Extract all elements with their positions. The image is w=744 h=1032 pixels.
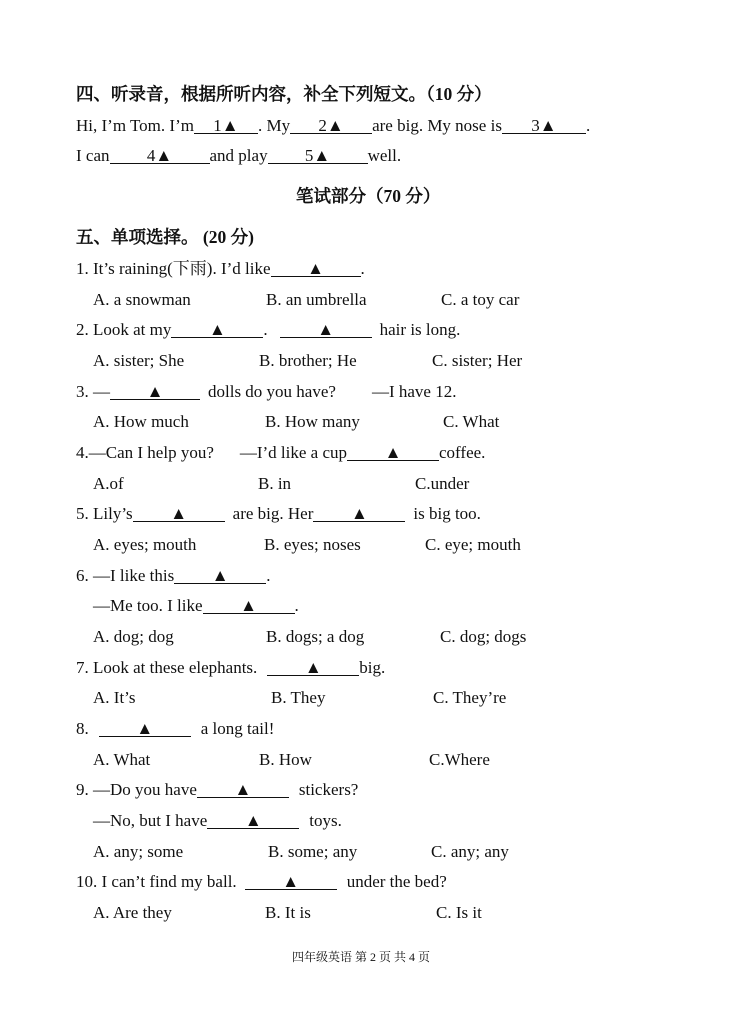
page-footer: 四年级英语 第 2 页 共 4 页 (292, 950, 431, 964)
answer-blank[interactable]: ▲ (110, 384, 200, 400)
option-a: A. How much (93, 412, 189, 431)
option-a: A. any; some (93, 842, 184, 861)
answer-blank[interactable]: ▲ (174, 568, 266, 584)
option-c: C. a toy car (441, 290, 520, 309)
option-c: C. any; any (431, 842, 509, 861)
option-a: A. a snowman (93, 290, 191, 309)
option-b: B. brother; He (259, 351, 357, 370)
option-b: B. in (258, 474, 292, 493)
question-8: 8. ▲ a long tail! (76, 719, 275, 738)
question-10: 10. I can’t find my ball. ▲ under the bed? (76, 872, 447, 891)
option-a: A. eyes; mouth (93, 535, 197, 554)
option-a: A. It’s (93, 688, 136, 707)
option-b: B. They (271, 688, 326, 707)
question-5: 5. Lily’s ▲ are big. Her ▲ is big too. (76, 504, 481, 523)
option-a: A. What (93, 750, 151, 769)
option-b: B. How many (265, 412, 360, 431)
option-c: C. They’re (433, 688, 507, 707)
question-4: 4.—Can I help you? —I’d like a cup ▲ coffee. (76, 443, 486, 462)
option-b: B. eyes; noses (264, 535, 361, 554)
question-3: 3. — ▲ dolls do you have? —I have 12. (76, 382, 457, 401)
option-c: C.Where (429, 750, 490, 769)
option-c: C.under (415, 474, 470, 493)
option-b: B. an umbrella (266, 290, 367, 309)
blank-3[interactable]: 3▲ (502, 118, 586, 134)
blank-1[interactable]: 1▲ (194, 118, 258, 134)
answer-blank[interactable]: ▲ (133, 506, 225, 522)
option-c: C. Is it (436, 903, 482, 922)
answer-blank[interactable]: ▲ (347, 445, 439, 461)
option-c: C. sister; Her (432, 351, 523, 370)
question-1: 1. It’s raining(下雨). I’d like ▲ . (76, 259, 365, 278)
question-7: 7. Look at these elephants. ▲ big. (76, 658, 386, 677)
option-c: C. What (443, 412, 500, 431)
question-2: 2. Look at my ▲ . ▲ hair is long. (76, 320, 461, 339)
option-c: C. eye; mouth (425, 535, 521, 554)
answer-blank[interactable]: ▲ (271, 261, 361, 277)
answer-blank[interactable]: ▲ (171, 322, 263, 338)
section4-line2: I can 4▲ and play 5▲ well. (76, 146, 402, 165)
section4-line1: Hi, I’m Tom. I’m 1▲ . My 2▲ are big. My nose is 3▲ . (76, 116, 591, 135)
option-b: B. dogs; a dog (266, 627, 365, 646)
blank-2[interactable]: 2▲ (290, 118, 372, 134)
blank-5[interactable]: 5▲ (268, 148, 368, 164)
option-b: B. some; any (268, 842, 358, 861)
question-9-response: —No, but I have ▲ toys. (93, 811, 342, 830)
answer-blank[interactable]: ▲ (245, 874, 337, 890)
option-a: A.of (93, 474, 124, 493)
section4-heading: 四、听录音，根据所听内容，补全下列短文。（10 分） (76, 84, 492, 104)
blank-4[interactable]: 4▲ (110, 148, 210, 164)
answer-blank[interactable]: ▲ (280, 322, 372, 338)
answer-blank[interactable]: ▲ (203, 598, 295, 614)
answer-blank[interactable]: ▲ (267, 660, 359, 676)
question-6-response: —Me too. I like ▲ . (93, 596, 299, 615)
option-c: C. dog; dogs (440, 627, 527, 646)
section5-heading: 五、单项选择。 (20 分) (76, 227, 254, 247)
option-a: A. sister; She (93, 351, 185, 370)
option-b: B. It is (265, 903, 311, 922)
answer-blank[interactable]: ▲ (99, 721, 191, 737)
question-6: 6. —I like this ▲ . (76, 566, 271, 585)
answer-blank[interactable]: ▲ (313, 506, 405, 522)
question-9: 9. —Do you have ▲ stickers? (76, 780, 359, 799)
option-a: A. dog; dog (93, 627, 174, 646)
written-part-title: 笔试部分（70 分） (296, 186, 441, 206)
option-a: A. Are they (93, 903, 172, 922)
option-b: B. How (259, 750, 312, 769)
answer-blank[interactable]: ▲ (207, 813, 299, 829)
answer-blank[interactable]: ▲ (197, 782, 289, 798)
